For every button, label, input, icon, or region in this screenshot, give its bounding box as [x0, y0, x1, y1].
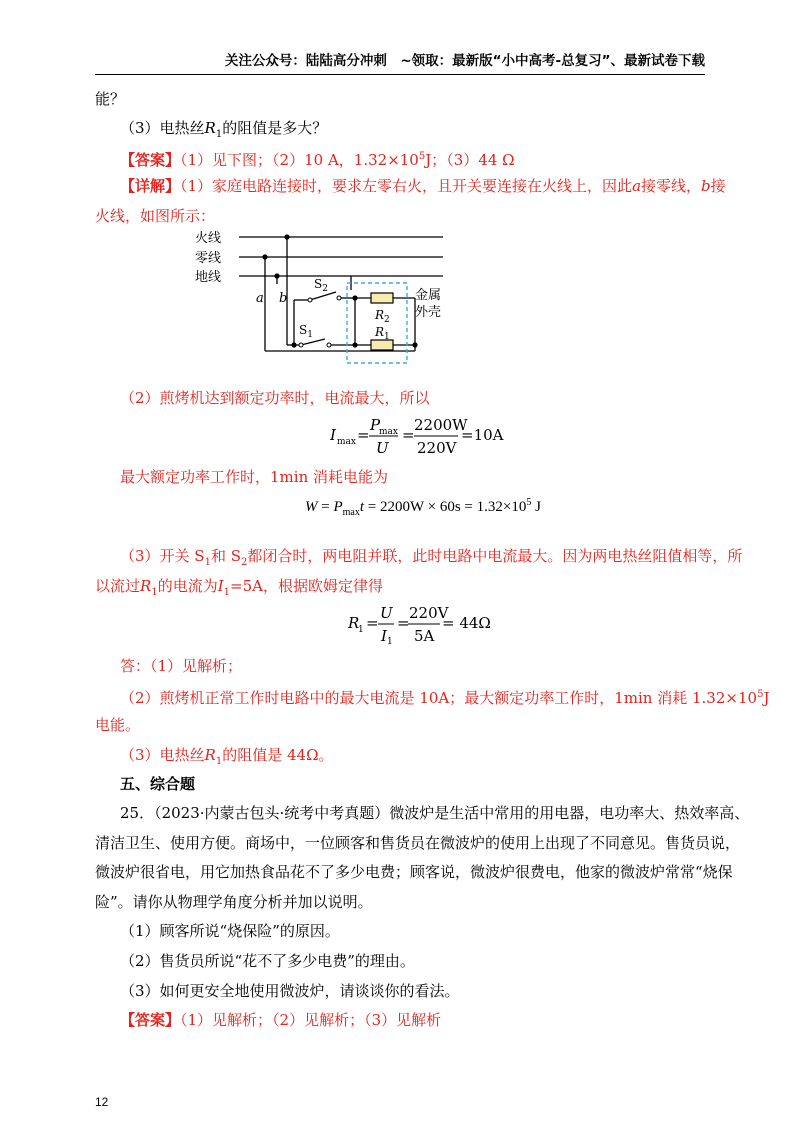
svg-text:=: = — [357, 426, 370, 444]
svg-text:max: max — [337, 437, 356, 447]
conclusion-1: 答：（1）见解析； — [120, 657, 243, 675]
detail-line-2: 火线，如图所示： — [95, 207, 216, 225]
page-header: 关注公众号：陆陆高分冲刺 ~领取：最新版“小中高考-总复习”、最新试卷下载 — [95, 50, 705, 75]
section-title: 五、综合题 — [120, 775, 196, 793]
q25-answer: 【答案】（1）见解析；（2）见解析；（3）见解析 — [120, 1011, 442, 1029]
svg-text:=: = — [397, 614, 410, 632]
svg-text:R: R — [348, 614, 360, 632]
label-ground: 地线 — [195, 270, 222, 285]
conclusion-2: （2）煎烤机正常工作时电路中的最大电流是 10A；最大额定功率工作时，1min 消耗 $1.32\times 10^5J$ — [120, 689, 770, 707]
part3-line-2: 以流过$R_1$的电流为$I_1=5A$，根据欧姆定律得 — [95, 577, 383, 598]
svg-text:5A: 5A — [414, 627, 435, 645]
label-b: b — [279, 291, 288, 306]
svg-text:P: P — [370, 416, 381, 434]
q25-sub-2: （2）售货员所说“花不了多少电费”的理由。 — [120, 952, 415, 970]
svg-text:1: 1 — [358, 625, 364, 635]
q25-line-3: 微波炉很省电，用它加热食品花不了多少电费；顾客说，微波炉很费电，他家的微波炉常常“烧保 — [95, 863, 733, 881]
q25-line-2: 清洁卫生、使用方便。商场中，一位顾客和售货员在微波炉的使用上出现了不同意见。售货员说， — [95, 834, 741, 852]
label-shell-1: 金属 — [415, 288, 442, 303]
detail-line: 【详解】（1）家庭电路连接时，要求左零右火，且开关要连接在火线上，因此a接零线，b接 — [120, 177, 726, 195]
svg-text:I: I — [330, 426, 336, 444]
q25-line-4: 险”。请你从物理学角度分析并加以说明。 — [95, 893, 373, 911]
equation-2: $W = P_{max}t = 2200W \times 60s = 1.32\times 10^5$ J — [305, 497, 541, 518]
label-fire: 火线 — [195, 231, 222, 246]
part2-text: （2）煎烤机达到额定功率时，电流最大，所以 — [120, 389, 430, 407]
part3-line-1: （3）开关 $S_1$和 $S_2$都闭合时，两电阻并联，此时电路中电流最大。因为两电热丝阻值相等，所 — [120, 547, 743, 568]
label-r1: $R_1$ — [375, 325, 390, 342]
conclusion-3: （3）电热丝$R_1$的阻值是 44Ω。 — [120, 746, 334, 767]
svg-text:I: I — [381, 627, 387, 645]
page-number: 12 — [95, 1095, 109, 1109]
svg-text:U: U — [376, 439, 389, 457]
q25-line-1: 25．（2023·内蒙古包头·统考中考真题）微波炉是生活中常用的用电器，电功率大、热效率高、 — [120, 804, 750, 822]
svg-text:1: 1 — [387, 637, 393, 647]
conclusion-2-cont: 电能。 — [95, 716, 141, 734]
equation-3 — [348, 600, 498, 650]
q25-sub-3: （3）如何更安全地使用微波炉，请谈谈你的看法。 — [120, 982, 460, 1000]
text-line: 能？ — [95, 90, 126, 108]
answer-line: 【答案】（1）见下图；（2）10 A，$1.32\times 10^5J$；（3）44 Ω — [120, 151, 515, 169]
svg-text:U: U — [380, 604, 393, 622]
equation-1 — [330, 412, 530, 462]
svg-text:= 44Ω: = 44Ω — [442, 614, 491, 632]
part2-energy-text: 最大额定功率工作时，1min 消耗电能为 — [120, 468, 388, 486]
label-a: a — [256, 291, 264, 306]
circuit-diagram — [195, 226, 455, 370]
q25-sub-1: （1）顾客所说“烧保险”的原因。 — [120, 922, 340, 940]
label-shell-2: 外壳 — [415, 305, 442, 320]
label-r2: $R_2$ — [375, 308, 390, 325]
question-3: （3）电热丝$R_1$的阻值是多大？ — [120, 119, 328, 140]
svg-text:=: = — [366, 614, 379, 632]
svg-text:220V: 220V — [409, 604, 449, 622]
svg-text:2200W: 2200W — [414, 416, 468, 434]
svg-text:=: = — [402, 426, 415, 444]
label-s1: $S_1$ — [299, 323, 313, 340]
svg-text:220V: 220V — [417, 439, 457, 457]
label-s2: $S_2$ — [314, 277, 328, 294]
resistor-r2 — [371, 293, 393, 303]
svg-text:max: max — [379, 427, 398, 437]
svg-text:=10A: =10A — [461, 426, 504, 444]
label-neutral: 零线 — [195, 251, 222, 266]
